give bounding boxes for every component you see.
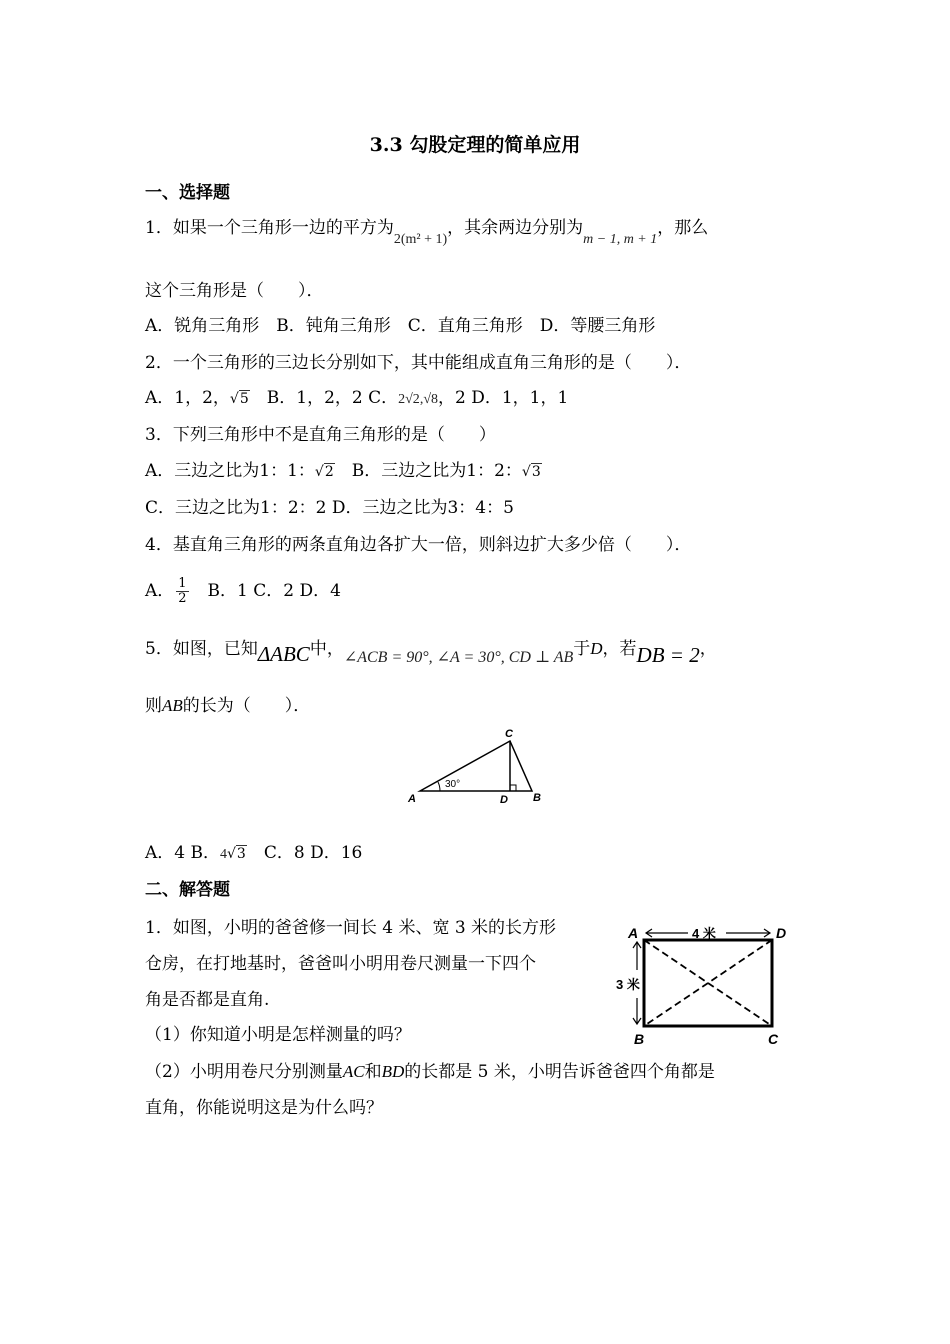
problem-1-line-3: 角是否都是直角. xyxy=(145,990,270,1010)
problem-1-line-1: 1．如图，小明的爸爸修一间长 4 米、宽 3 米的长方形 xyxy=(145,918,557,938)
rect-label-b: B xyxy=(634,1031,645,1047)
fraction-one-half: $\frac{1}{2}$ xyxy=(178,576,187,606)
label-30-degrees: 30° xyxy=(445,779,461,790)
length-label: 4 米 xyxy=(692,926,716,941)
problem-1-line-2: 仓房，在打地基时，爸爸叫小明用卷尺测量一下四个 xyxy=(145,954,536,974)
question-1-text: 1．如果一个三角形一边的平方为 xyxy=(145,218,394,238)
section-answer-heading: 二、解答题 xyxy=(145,880,230,900)
q5-point-d: D xyxy=(590,639,603,658)
p1-part2-text: （2）小明用卷尺分别测量 xyxy=(145,1062,343,1082)
q5-options-rest: C．8 D．16 xyxy=(246,843,363,863)
question-5-line-1 xyxy=(145,636,717,667)
q5-text-ruo: ，若 xyxy=(602,639,637,659)
rect-label-c: C xyxy=(768,1031,779,1047)
width-label: 3 米 xyxy=(616,977,640,992)
problem-1-part-2 xyxy=(145,1061,715,1083)
q5-option-a: A．4 B． xyxy=(145,843,220,863)
q5-text: 5．如图，已知 xyxy=(145,639,258,659)
q5-db-equals: DB = 2 xyxy=(636,643,700,667)
q3-option-a: A．三边之比为1：1： xyxy=(145,461,315,481)
formula-m-minus-plus: m − 1, m + 1 xyxy=(583,232,658,247)
label-c: C xyxy=(505,728,513,740)
p1-ac: AC xyxy=(342,1062,365,1081)
q5-ab: AB xyxy=(162,696,183,715)
question-2-options: A．1，2，√5 B．1，2，2 C．2√2,√8，2 D．1，1，1 xyxy=(145,388,569,408)
triangle-abc-shape xyxy=(420,741,532,791)
q3-option-b: B．三边之比为1：2： xyxy=(334,461,522,481)
q4-options-rest: B．1 C．2 D．4 xyxy=(190,581,341,601)
q2-option-c-end: ，2 D．1，1，1 xyxy=(438,388,569,408)
question-4-stem: 4．基直角三角形的两条直角边各扩大一倍，则斜边扩大多少倍（ ）． xyxy=(145,535,692,555)
problem-1-line-6: 直角，你能说明这是为什么吗？ xyxy=(145,1098,383,1118)
label-a: A xyxy=(408,793,416,805)
label-d: D xyxy=(500,794,508,806)
question-5-line-2 xyxy=(145,695,310,717)
sqrt-5: √5 xyxy=(229,391,249,407)
q5-coef-4: 4 xyxy=(220,847,227,862)
rectangle-figure xyxy=(612,918,802,1050)
q5-comma: ， xyxy=(699,639,717,659)
q5-text-yu: 于 xyxy=(573,639,591,659)
triangle-figure xyxy=(400,725,560,810)
page-title: 3.3 勾股定理的简单应用 xyxy=(369,134,581,156)
question-3-options-cd: C．三边之比为1：2：2 D．三边之比为3：4：5 xyxy=(145,498,514,518)
question-2-stem: 2．一个三角形的三边长分别如下，其中能组成直角三角形的是（ ）． xyxy=(145,353,692,373)
triangle-abc: ΔABC xyxy=(257,642,310,666)
sqrt-3: √3 xyxy=(521,464,541,480)
q5-length-of: 的长为（ ）． xyxy=(182,696,311,716)
formula-sqrt8: √8 xyxy=(423,392,438,407)
right-angle-mark xyxy=(510,785,516,791)
p1-part2-rest: 的长都是 5 米，小明告诉爸爸四个角都是 xyxy=(404,1062,715,1082)
question-1-line-1 xyxy=(145,217,709,247)
q5-ze: 则 xyxy=(145,696,162,716)
p1-bd: BD xyxy=(381,1062,405,1081)
question-5-options xyxy=(145,842,362,866)
question-1-text-mid: ，其余两边分别为 xyxy=(447,218,584,238)
question-3-options-ab xyxy=(145,460,542,483)
angle-arc xyxy=(438,782,440,791)
question-1-text-end: ，那么 xyxy=(657,218,709,238)
rect-label-d: D xyxy=(776,925,787,941)
q2-option-a: A．1，2， xyxy=(145,388,230,408)
q2-option-b: B．1，2，2 C． xyxy=(249,388,399,408)
q4-option-a: A． xyxy=(145,581,175,601)
sqrt-2: √2 xyxy=(314,464,334,480)
question-1-line-2: 这个三角形是（ ）． xyxy=(145,281,324,301)
q5-conditions: ∠ACB = 90°, ∠A = 30°, CD ⊥ AB xyxy=(343,649,574,666)
section-choice-heading: 一、选择题 xyxy=(145,183,230,203)
problem-1-part-1: （1）你知道小明是怎样测量的吗？ xyxy=(145,1025,411,1045)
sqrt-3-q5: √3 xyxy=(227,846,246,862)
formula-2m2plus1: 2(m² + 1) xyxy=(393,232,448,247)
q5-text-zhong: 中， xyxy=(309,639,344,659)
question-1-options: A．锐角三角形 B．钝角三角形 C．直角三角形 D．等腰三角形 xyxy=(145,316,656,336)
formula-2sqrt2: 2√2 xyxy=(398,392,420,407)
p1-he: 和 xyxy=(364,1062,382,1082)
label-b: B xyxy=(533,792,541,804)
question-3-stem: 3．下列三角形中不是直角三角形的是（ ） xyxy=(145,425,496,445)
rect-label-a: A xyxy=(628,925,639,941)
question-4-options xyxy=(145,577,341,606)
